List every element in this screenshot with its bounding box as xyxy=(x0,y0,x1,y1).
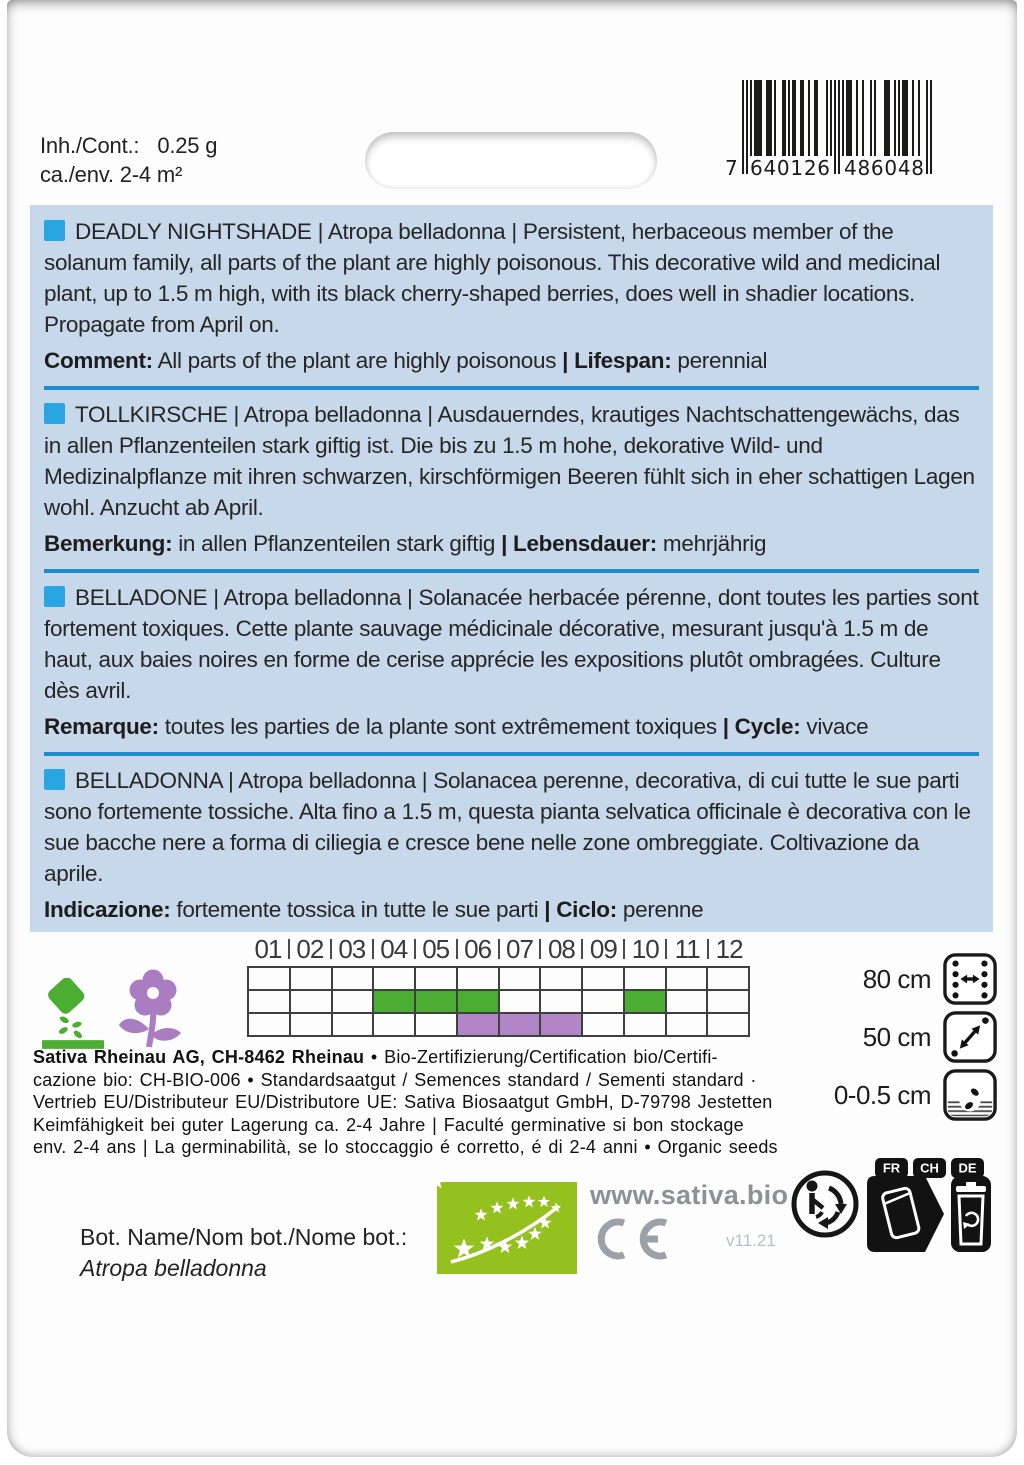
row-distance-label: 80 cm xyxy=(862,963,931,994)
barcode-digits xyxy=(725,154,932,180)
calendar-cell xyxy=(248,1013,290,1036)
cycle-label: | Ciclo: xyxy=(544,897,617,922)
eu-organic-leaf-logo xyxy=(437,1182,577,1274)
note-text: in allen Pflanzenteilen stark giftig xyxy=(178,531,496,556)
calendar-cell xyxy=(415,967,457,990)
calendar-month-label: 09 xyxy=(582,934,624,964)
lang-text xyxy=(44,582,979,706)
euro-hang-slot xyxy=(365,132,657,189)
calendar-cell xyxy=(624,990,666,1013)
calendar-cell xyxy=(332,967,374,990)
address-line: cazione bio: CH-BIO-006 • Standardsaatgut / Semences standard / Sementi standard · xyxy=(33,1069,757,1090)
calendar-legend xyxy=(42,960,202,1050)
website-url: www.sativa.bio xyxy=(590,1180,789,1210)
calendar-cell xyxy=(499,990,541,1013)
lang-note xyxy=(44,345,979,376)
calendar-cell xyxy=(582,990,624,1013)
calendar-cell xyxy=(707,967,749,990)
bullet-square-icon xyxy=(44,403,65,424)
ce-mark-icon xyxy=(590,1216,676,1262)
calendar-month-label: 11 xyxy=(666,934,708,964)
plant-distance-label: 50 cm xyxy=(862,1021,931,1052)
note-label: Comment: xyxy=(44,348,153,373)
lang-text xyxy=(44,399,979,523)
calendar-cell xyxy=(624,1013,666,1036)
lang-body: DEADLY NIGHTSHADE | Atropa belladonna | Persistent, herbaceous member of the solanum family, all parts of the plant are highly poisonous. This decorative wild and medicinal plant, up to 1.5 m high, with its black cherry-shaped berries, does well in shadier locations. Propagate from April on. xyxy=(44,219,941,337)
address-line: Vertrieb EU/Distributeur EU/Distributore UE: Sativa Biosaatgut GmbH, D-79798 Jestetten xyxy=(33,1092,773,1113)
triman-recycling-icon xyxy=(789,1166,861,1240)
disposal-tab-ch: CH xyxy=(920,1160,939,1176)
calendar-cell xyxy=(540,990,582,1013)
calendar-month-label: 08 xyxy=(540,934,582,964)
calendar-cell xyxy=(666,1013,708,1036)
lang-note xyxy=(44,528,979,559)
calendar-cell xyxy=(248,990,290,1013)
calendar-month-label: 03 xyxy=(331,934,373,964)
calendar-cell xyxy=(415,1013,457,1036)
calendar-month-label: 12 xyxy=(708,934,750,964)
lang-text xyxy=(44,765,979,889)
barcode-right-digits: 4 8 6 0 4 8 xyxy=(844,156,924,180)
flower-icon xyxy=(114,966,188,1050)
note-text: fortemente tossica in tutte le sue parti xyxy=(176,897,539,922)
barcode-prefix-digit: 7 xyxy=(725,156,738,180)
version-label: v11.21 xyxy=(726,1231,776,1250)
row-distance-icon xyxy=(943,952,997,1006)
bullet-square-icon xyxy=(44,586,65,607)
calendar-cell xyxy=(332,1013,374,1036)
spacing-info xyxy=(799,950,997,1124)
disposal-tab-de: DE xyxy=(958,1160,977,1176)
spacing-row xyxy=(799,950,997,1008)
lang-body: BELLADONNA | Atropa belladonna | Solanacea perenne, decorativa, di cui tutte le sue parti sono fortemente tossiche. Alta fino a 1.5 m, questa pianta selvatica officinale è decorativa con le sue bacche nere a forma di ciliegia e cresce bene nelle zone ombreggiate. Coltivazione da aprile. xyxy=(44,768,971,886)
separator-line xyxy=(44,569,979,573)
cycle-label: | Cycle: xyxy=(722,714,801,739)
calendar-cell xyxy=(457,967,499,990)
sowing-depth-icon xyxy=(943,1068,997,1122)
producer-name: Sativa Rheinau AG, CH-8462 Rheinau xyxy=(33,1047,365,1067)
lang-note xyxy=(44,894,979,925)
calendar-cell xyxy=(373,990,415,1013)
bullet-square-icon xyxy=(44,769,65,790)
barcode-left-digits: 6 4 0 1 2 6 xyxy=(750,156,830,180)
calendar-cell xyxy=(624,967,666,990)
calendar-month-label: 07 xyxy=(499,934,541,964)
calendar-month-label: 10 xyxy=(624,934,666,964)
cycle-text: perennial xyxy=(677,348,768,373)
calendar-cell xyxy=(540,1013,582,1036)
lang-block-english xyxy=(44,216,979,376)
sowing-seeds-icon xyxy=(42,978,106,1050)
calendar-cell xyxy=(666,990,708,1013)
calendar-months xyxy=(247,934,750,964)
separator-line xyxy=(44,386,979,390)
contents-line xyxy=(40,131,217,160)
contents-info xyxy=(40,131,217,189)
calendar-cell xyxy=(707,990,749,1013)
contents-label: Inh./Cont.: xyxy=(40,133,140,158)
address-line: Keimfähigkeit bei guter Lagerung ca. 2-4 Jahre | Faculté germinative si bon stockage xyxy=(33,1114,744,1135)
address-line: env. 2-4 ans | La germinabilità, se lo stoccaggio é corretto, é di 2-4 anni • Organic seeds xyxy=(33,1137,778,1158)
calendar-month-label: 05 xyxy=(415,934,457,964)
seed-packet-back xyxy=(7,0,1017,1457)
calendar-row-flowering xyxy=(248,1013,749,1036)
botanical-name: Atropa belladonna xyxy=(80,1255,267,1281)
calendar-cell xyxy=(582,967,624,990)
coverage-line: ca./env. 2-4 m² xyxy=(40,162,183,187)
calendar-cell xyxy=(666,967,708,990)
calendar-cell xyxy=(499,1013,541,1036)
calendar-cell xyxy=(373,1013,415,1036)
cycle-text: vivace xyxy=(806,714,869,739)
calendar-month-label: 01 xyxy=(254,934,282,964)
language-panel xyxy=(30,205,993,932)
calendar-row-empty xyxy=(248,967,749,990)
cycle-label: | Lebensdauer: xyxy=(501,531,657,556)
cycle-label: | Lifespan: xyxy=(562,348,672,373)
calendar-cell xyxy=(707,1013,749,1036)
plant-distance-icon xyxy=(943,1010,997,1064)
calendar-grid xyxy=(247,966,750,1037)
packet-to-bin-disposal-icon xyxy=(863,1154,993,1254)
lang-block-french xyxy=(44,582,979,742)
calendar-cell xyxy=(582,1013,624,1036)
calendar-month-label: 06 xyxy=(457,934,499,964)
calendar-month-label: 04 xyxy=(373,934,415,964)
separator-line xyxy=(44,752,979,756)
calendar-cell xyxy=(499,967,541,990)
botanical-name-block xyxy=(80,1222,407,1284)
lang-block-german xyxy=(44,399,979,559)
botanical-label: Bot. Name/Nom bot./Nome bot.: xyxy=(80,1224,408,1250)
lang-block-italian xyxy=(44,765,979,925)
lang-text xyxy=(44,216,979,340)
note-text: All parts of the plant are highly poisonous xyxy=(157,348,557,373)
calendar-row-sowing xyxy=(248,990,749,1013)
note-label: Indicazione: xyxy=(44,897,171,922)
cycle-text: mehrjährig xyxy=(662,531,767,556)
calendar-cell xyxy=(290,990,332,1013)
contents-value: 0.25 g xyxy=(157,133,218,158)
spacing-row xyxy=(799,1008,997,1066)
lang-body: BELLADONE | Atropa belladonna | Solanacée herbacée pérenne, dont toutes les parties sont fortement toxiques. Cette plante sauvage médicinale décorative, mesurant jusqu'à 1.5 m de haut, aux baies noires en forme de cerise apprécie les expositions plutôt ombragées. Culture dès avril. xyxy=(44,585,979,703)
calendar-cell xyxy=(540,967,582,990)
sowing-depth-label: 0-0.5 cm xyxy=(833,1079,931,1110)
note-label: Remarque: xyxy=(44,714,159,739)
calendar-cell xyxy=(332,990,374,1013)
note-text: toutes les parties de la plante sont extrêmement toxiques xyxy=(164,714,717,739)
calendar-cell xyxy=(457,1013,499,1036)
calendar-cell xyxy=(415,990,457,1013)
address-line xyxy=(33,1046,813,1069)
calendar-cell xyxy=(290,967,332,990)
barcode xyxy=(725,80,932,180)
address-block xyxy=(33,1046,813,1159)
calendar-cell xyxy=(373,967,415,990)
calendar-cell xyxy=(457,990,499,1013)
bullet-square-icon xyxy=(44,220,65,241)
lang-body: TOLLKIRSCHE | Atropa belladonna | Ausdauerndes, krautiges Nachtschattengewächs, das in allen Pflanzenteilen stark giftig ist. Die bis zu 1.5 m hohe, dekorative Wild- und Medizinalpflanze mit ihren schwarzen, kirschförmigen Beeren fühlt sich in eher schattigen Lagen wohl. Anzucht ab April. xyxy=(44,402,975,520)
calendar-cell xyxy=(248,967,290,990)
calendar-cell xyxy=(290,1013,332,1036)
note-label: Bemerkung: xyxy=(44,531,173,556)
address-line1-rest: • Bio-Zertifizierung/Certification bio/Certifi- xyxy=(364,1047,718,1067)
spacing-row xyxy=(799,1066,997,1124)
disposal-tab-fr: FR xyxy=(882,1160,901,1176)
lang-note xyxy=(44,711,979,742)
cycle-text: perenne xyxy=(622,897,704,922)
calendar-month-label: 02 xyxy=(289,934,331,964)
